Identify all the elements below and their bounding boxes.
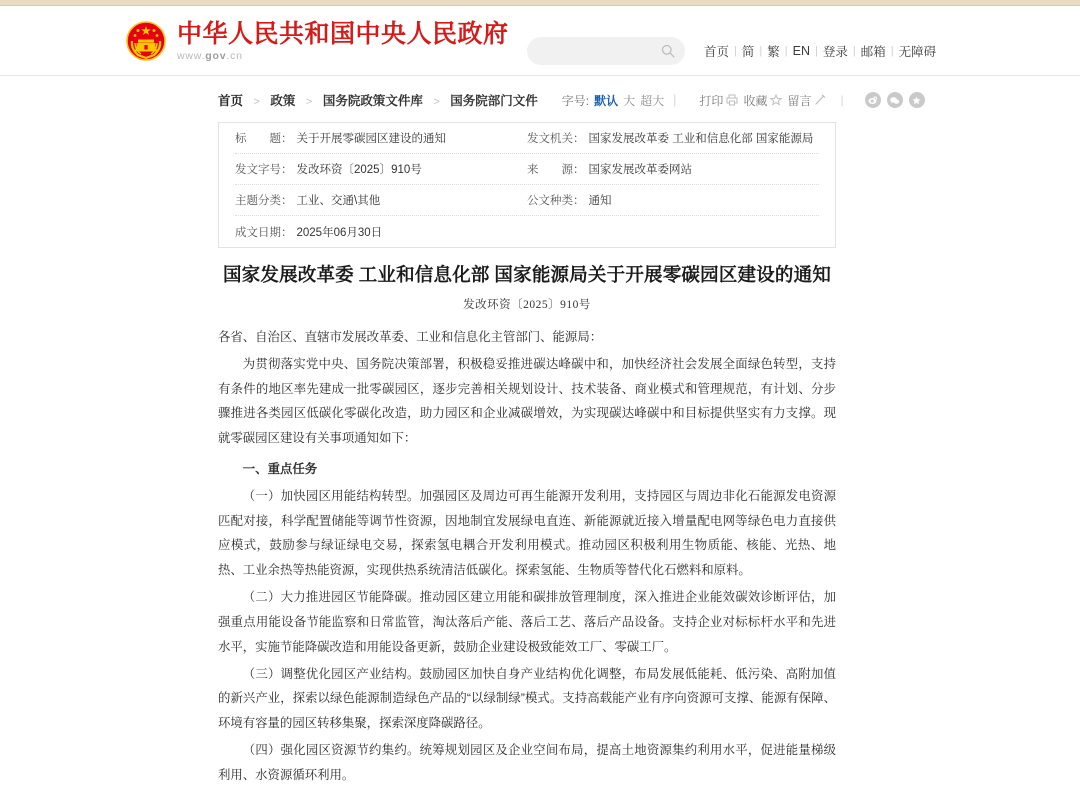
meta-key-doc-number: 发文字号： [235,164,293,176]
top-nav-item-login[interactable]: 登录 [822,45,848,59]
table-row [235,154,819,185]
top-nav-item-english[interactable]: EN [792,44,810,58]
document-metadata-table [218,122,836,248]
paragraph-task-1: （一）加快园区用能结构转型。加强园区及周边可再生能源开发利用，支持园区与周边非化石能源发电资源匹配对接，科学配置储能等调节性资源，因地制宜发展绿电直连、新能源就近接入增量配电网等绿色电力直接供应模式，鼓励参与绿证绿电交易，探索氢电耦合开发利用模式。推动园区积极利用生物质能、核能、光热、地热、工业余热等热能资源，实现供热系统清洁低碳化。探索氢能、生物质等替代化石燃料和原料。 [218,488,836,578]
search-icon[interactable] [661,44,675,58]
meta-value-title: 关于开展零碳园区建设的通知 [296,133,446,145]
meta-key-issue-date: 成文日期： [235,226,293,239]
weibo-share-icon[interactable] [865,92,881,108]
table-row [235,123,819,154]
star-icon [770,94,782,106]
site-url-mid: gov [205,49,227,62]
breadcrumb-item-department-docs[interactable]: 国务院部门文件 [450,94,538,108]
breadcrumb-arrow-icon: > [253,96,260,108]
breadcrumb [218,91,538,109]
section-heading-key-tasks: 一、重点任务 [242,462,318,477]
paragraph-task-4: （四）强化园区资源节约集约。统筹规划园区及企业空间布局，提高土地资源集约利用水平，促进能量梯级利用、水资源循环利用。 [218,742,836,782]
site-title: 中华人民共和国中央人民政府 [177,19,509,48]
meta-key-doc-type: 公文种类： [527,195,585,207]
meta-cell-doc-type [527,192,819,208]
meta-value-category: 工业、交通\其他 [296,195,381,207]
meta-value-issue-date: 2025年06月30日 [296,226,383,239]
article-toolbar [699,92,924,109]
site-header [0,6,1080,76]
breadcrumb-item-policy-library[interactable]: 国务院政策文件库 [322,94,423,108]
search-input[interactable] [527,37,726,65]
toolbar-divider-2: | [840,93,844,107]
comment-label: 留言 [787,93,812,108]
top-nav-separator: | [890,45,894,57]
top-nav-item-simplified[interactable]: 简 [741,45,755,59]
toolbar-divider: | [673,93,677,107]
font-size-selector [562,92,664,109]
social-share-group [865,92,925,108]
print-button[interactable] [699,92,738,109]
paragraph-preamble: 为贯彻落实党中央、国务院决策部署，积极稳妥推进碳达峰碳中和，加快经济社会发展全面绿色转型，支持有条件的地区率先建成一批零碳园区，逐步完善相关规划设计、技术装备、商业模式和管理规范，有计划、分步骤推进各类园区低碳化零碳化改造，助力园区和企业减碳增效，为实现碳达峰碳中和目标提供坚实有力支撑。现就零碳园区建设有关事项通知如下： [218,356,836,446]
meta-key-title: 标 题： [235,133,293,145]
favorite-label: 收藏 [743,93,768,108]
paragraph-task-2: （二）大力推进园区节能降碳。推动园区建立用能和碳排放管理制度，深入推进企业能效碳效诊断评估，加强重点用能设备节能监察和日常监管，淘汰落后产能、落后工艺、落后产品设备。支持企业对标标杆水平和先进水平，实施节能降碳改造和用能设备更新，鼓励企业建设极致能效工厂、零碳工厂。 [218,590,836,654]
header-right-cluster [527,37,941,65]
site-url-prefix: www. [177,49,206,62]
meta-value-doc-number: 发改环资〔2025〕910号 [296,164,422,176]
breadcrumb-item-home[interactable]: 首页 [218,94,244,108]
font-size-option-large[interactable]: 大 [623,93,636,108]
top-nav-separator: | [734,45,737,57]
pencil-icon [814,94,826,106]
printer-icon [726,94,738,106]
paragraph-task-3: （三）调整优化园区产业结构。鼓励园区加快自身产业结构优化调整，布局发展低能耗、低污染、高附加值的新兴产业，探索以绿色能源制造绿色产品的“以绿制绿”模式。支持高载能产业有序向资源可支撑、能源有保障、环境有容量的园区转移集聚，探索深度降碳路径。 [218,666,836,731]
print-label: 打印 [699,93,724,108]
meta-cell-category [235,192,527,208]
meta-cell-issuing-agency [527,130,819,146]
top-nav [699,42,941,60]
top-nav-item-traditional[interactable]: 繁 [767,45,780,59]
meta-value-doc-type: 通知 [588,195,612,207]
meta-key-issuing-agency: 发文机关： [527,133,585,145]
national-emblem-icon [126,21,166,61]
breadcrumb-item-policy[interactable]: 政策 [270,94,296,108]
comment-button[interactable] [787,92,826,109]
top-nav-separator: | [759,45,763,57]
wechat-share-icon[interactable] [887,92,903,108]
brand-text-block [177,20,509,62]
document-article [218,248,836,788]
meta-value-issuing-agency: 国家发展改革委 工业和信息化部 国家能源局 [588,133,814,145]
top-nav-separator: | [852,45,856,57]
favorite-button[interactable] [743,92,782,109]
table-row [235,216,819,247]
meta-value-source: 国家发展改革委网站 [588,164,692,176]
qzone-share-icon[interactable] [909,92,925,108]
top-nav-item-mail[interactable]: 邮箱 [860,45,886,59]
table-row [235,185,819,216]
paragraph-salutation: 各省、自治区、直辖市发展改革委、工业和信息化主管部门、能源局： [218,329,603,344]
breadcrumb-arrow-icon: > [433,96,440,108]
document-number: 发改环资〔2025〕910号 [463,298,591,311]
meta-key-category: 主题分类： [235,195,293,207]
top-nav-separator: | [815,45,818,57]
top-nav-item-accessibility[interactable]: 无障碍 [898,45,937,59]
page-body [0,76,1080,788]
font-size-option-extra-large[interactable]: 超大 [640,93,665,108]
site-brand[interactable] [126,20,509,62]
meta-cell-issue-date [235,224,527,240]
meta-cell-title [235,130,527,146]
page-title: 国家发展改革委 工业和信息化部 国家能源局关于开展零碳园区建设的通知 [222,266,832,286]
font-size-label: 字号: [561,93,590,108]
breadcrumb-toolbar-row [218,87,844,113]
meta-cell-source [527,161,819,177]
meta-key-source: 来 源： [527,164,585,176]
top-nav-separator: | [784,45,788,57]
document-body [218,325,836,788]
meta-cell-doc-number [235,161,527,177]
search-box[interactable] [527,37,685,65]
breadcrumb-arrow-icon: > [305,96,313,108]
content-container [218,87,844,788]
top-nav-item-home[interactable]: 首页 [704,45,730,59]
site-url [177,50,509,62]
site-url-suffix: .cn [226,49,243,62]
font-size-option-default[interactable]: 默认 [594,93,619,108]
